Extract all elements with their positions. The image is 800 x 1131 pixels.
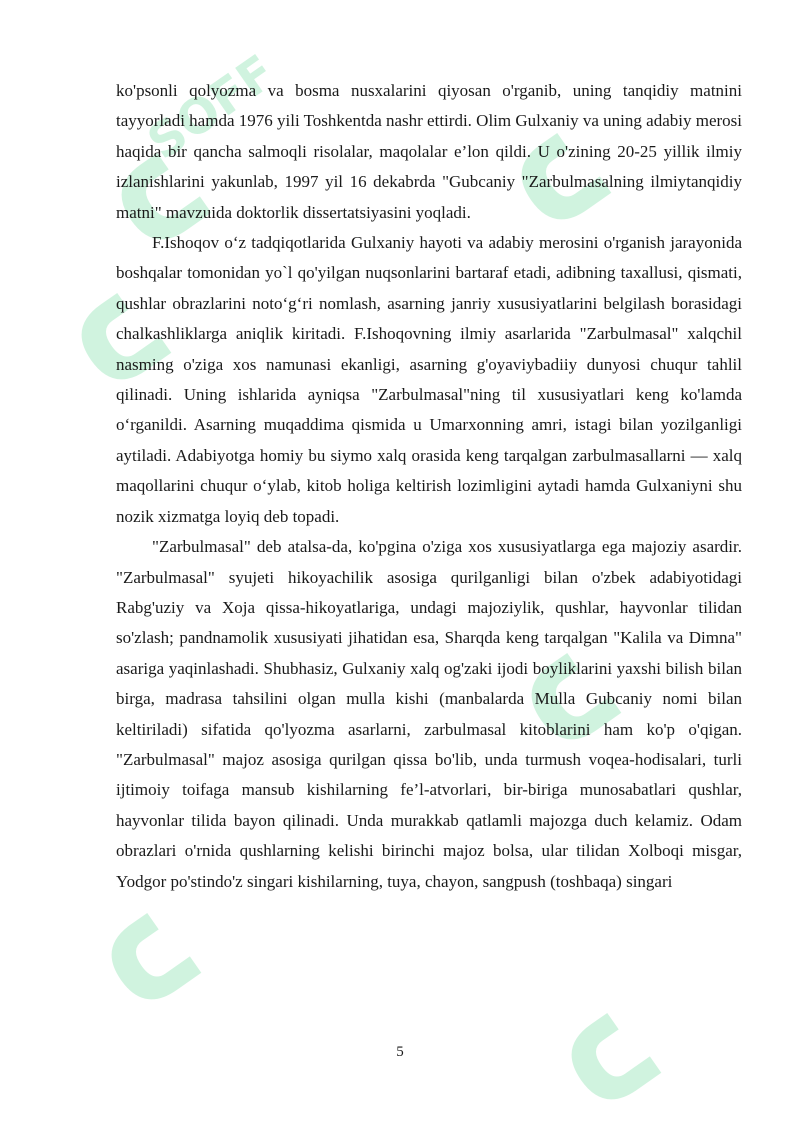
document-body: [116, 76, 742, 897]
page-number: 5: [396, 1044, 404, 1060]
paragraph-2: F.Ishoqov o‘z tadqiqotlarida Gulxaniy hayoti va adabiy merosini o'rganish jarayonida boshqalar tomonidan yo`l qo'yilgan nuqsonlarini bartaraf etadi, adibning taxallusi, qismati, qushlar obrazlarini noto‘g‘ri nomlash, asarning janriy xususiyatlarini belgilash borasidagi chalkashliklarga aniqlik kiritadi. F.Ishoqovning ilmiy asarlarida "Zarbulmasal" xalqchil nasming o'ziga xos namunasi ekanligi, asarning g'oyaviybadiiy dunyosi chuqur tahlil qilinadi. Uning ishlarida ayniqsa "Zarbulmasal"ning til xususiyatlari keng ko'lamda o‘rganildi. Asarning muqaddima qismida u Umarxonning amri, istagi bilan yozilganligi aytiladi. Adabiyotga homiy bu siymo xalq orasida keng tarqalgan zarbulmasallarni — xalq maqollarini chuqur o‘ylab, kitob holiga keltirish lozimligini aytadi hamda Gulxaniyni shu nozik xizmatga loyiq deb topadi.: [116, 233, 742, 526]
paragraph-1: ko'psonli qolyozma va bosma nusxalarini qiyosan o'rganib, uning tanqidiy matnini tayyorladi hamda 1976 yili Toshkentda nashr ettirdi. Olim Gulxaniy va uning adabiy merosi haqida bir qancha salmoqli risolalar, maqolalar e’lon qildi. U o'zining 20-25 yillik ilmiy izlanishlarini yakunlab, 1997 yil 16 dekabrda "Gubcaniy "Zarbulmasalning ilmiytanqidiy matni" mavzuida doktorlik dissertatsiyasini yoqladi.: [116, 81, 742, 222]
paragraph-3: "Zarbulmasal" deb atalsa-da, ko'pgina o'ziga xos xususiyatlarga ega majoziy asardir. "Zarbulmasal" syujeti hikoyachilik asosiga qurilganligi bilan o'zbek adabiyotidagi Rabg'uziy va Xoja qissa-hikoyatlariga, undagi majoziylik, qushlar, hayvonlar tilidan so'zlash; pandnamolik xususiyati jihatidan esa, Sharqda keng tarqalgan "Kalila va Dimna" asariga yaqinlashadi. Shubhasiz, Gulxaniy xalq og'zaki ijodi boyliklarini yaxshi bilish bilan birga, madrasa tahsilini olgan mulla kishi (manbalarda Mulla Gubcaniy nomi bilan keltiriladi) sifatida qo'lyozma asarlarni, zarbulmasal kitoblarini ham ko'p o'qigan. "Zarbulmasal" majoz asosiga qurilgan qissa bo'lib, unda turmush voqea-hodisalari, turli ijtimoiy toifaga mansub kishilarning fe’l-atvorlari, bir-biriga munosabatlari qushlar, hayvonlar tilida bayon qilinadi. Unda murakkab qatlamli majozga duch kelamiz. Odam obrazlari o'rnida qushlarning kelishi birinchi majoz bolsa, ular tilidan Xolboqi misgar, Yodgor po'stindo'z singari kishilarning, tuya, chayon, sangpush (toshbaqa) singari: [116, 537, 742, 891]
watermark-logo: [520, 880, 760, 1100]
watermark-text: SOFF: [137, 44, 286, 171]
